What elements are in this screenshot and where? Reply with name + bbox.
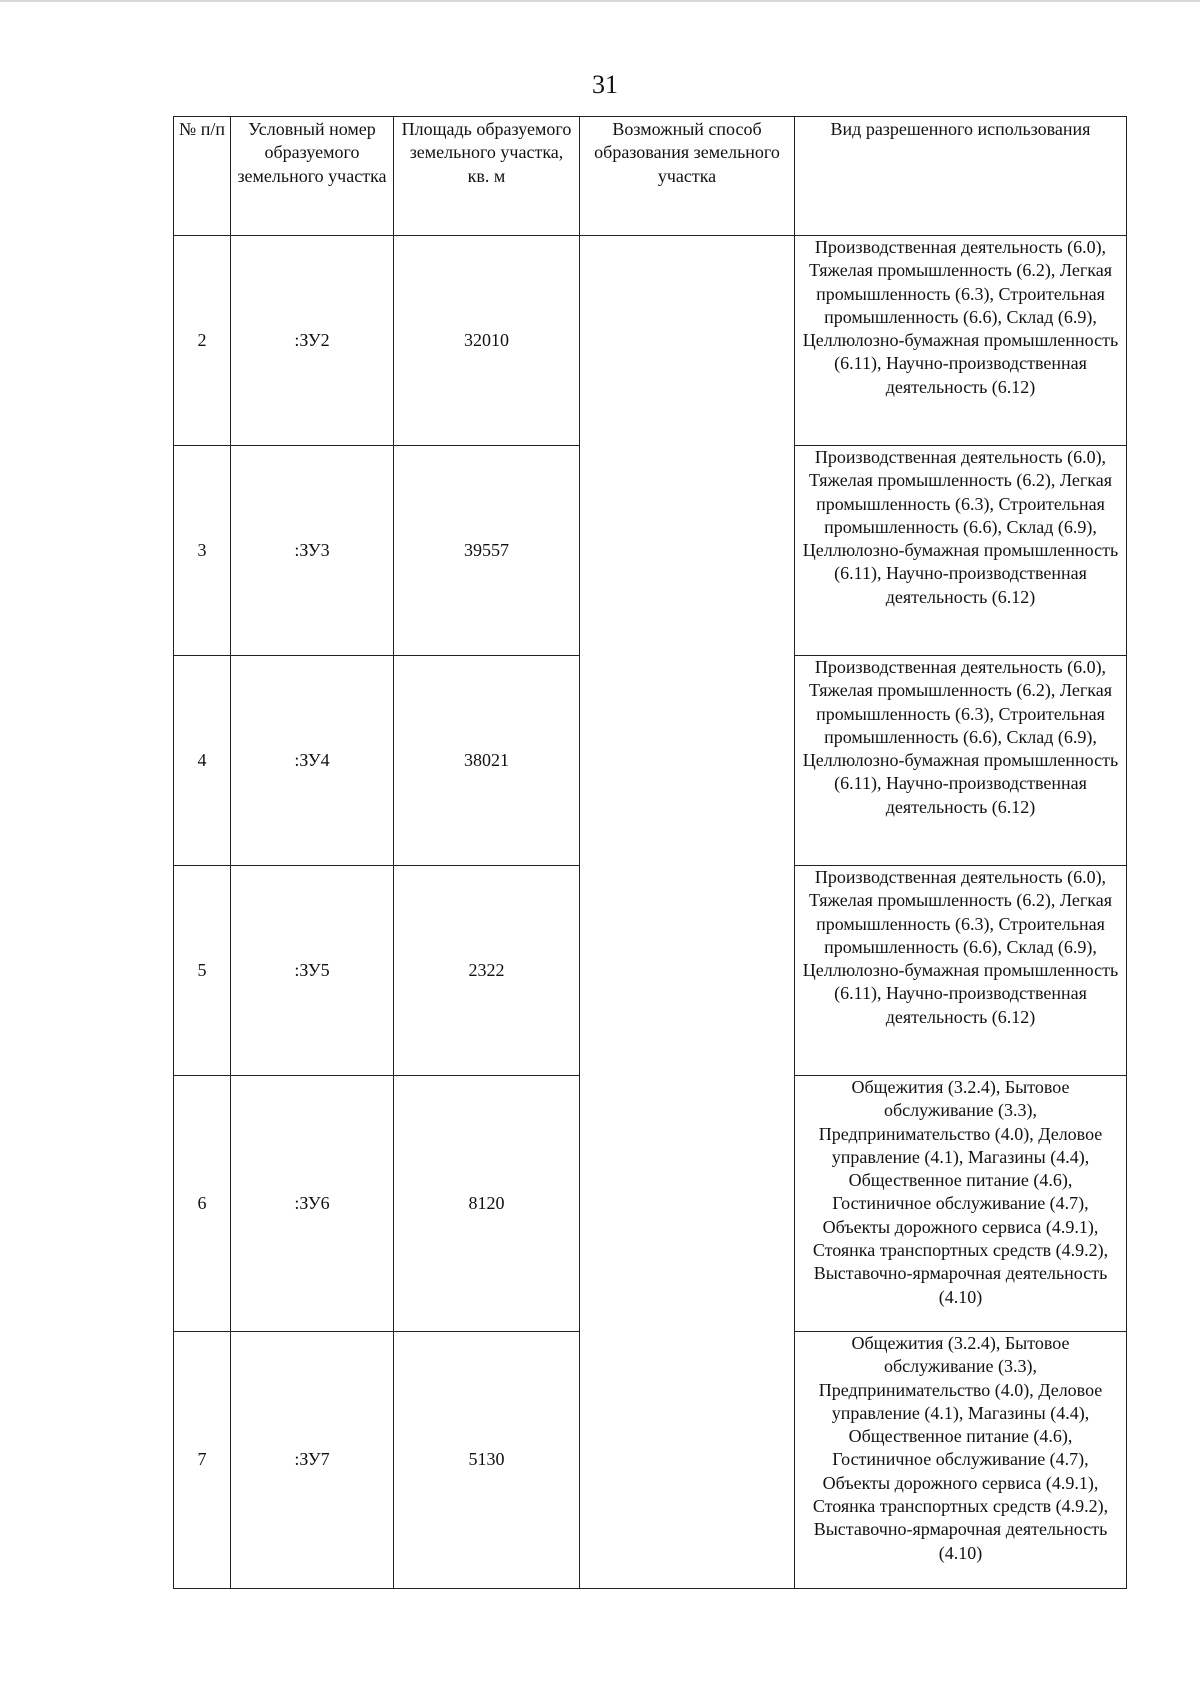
header-parcel: Условный номер образуемого земельного участка: [231, 117, 394, 236]
cell-parcel: :ЗУ5: [231, 866, 394, 1076]
cell-method-merged: [580, 236, 795, 1589]
cell-area: 5130: [394, 1332, 580, 1589]
cell-area: 38021: [394, 656, 580, 866]
header-method: Возможный способ образования земельного участка: [580, 117, 795, 236]
cell-use: Производственная деятельность (6.0), Тяжелая промышленность (6.2), Легкая промышленность (6.3), Строительная промышленность (6.6), Склад (6.9), Целлюлозно-бумажная промышленность (6.11), Научно-производственная деятельность (6.12): [795, 656, 1127, 866]
cell-area: 32010: [394, 236, 580, 446]
cell-parcel: :ЗУ2: [231, 236, 394, 446]
cell-use: Производственная деятельность (6.0), Тяжелая промышленность (6.2), Легкая промышленность (6.3), Строительная промышленность (6.6), Склад (6.9), Целлюлозно-бумажная промышленность (6.11), Научно-производственная деятельность (6.12): [795, 446, 1127, 656]
cell-num: 2: [174, 236, 231, 446]
cell-area: 8120: [394, 1076, 580, 1332]
header-num: № п/п: [174, 117, 231, 236]
cell-num: 6: [174, 1076, 231, 1332]
scan-edge-line: [0, 0, 1200, 2]
cell-parcel: :ЗУ3: [231, 446, 394, 656]
cell-parcel: :ЗУ6: [231, 1076, 394, 1332]
cell-parcel: :ЗУ4: [231, 656, 394, 866]
cell-area: 39557: [394, 446, 580, 656]
header-use: Вид разрешенного использования: [795, 117, 1127, 236]
cell-use: Производственная деятельность (6.0), Тяжелая промышленность (6.2), Легкая промышленность (6.3), Строительная промышленность (6.6), Склад (6.9), Целлюлозно-бумажная промышленность (6.11), Научно-производственная деятельность (6.12): [795, 866, 1127, 1076]
cell-parcel: :ЗУ7: [231, 1332, 394, 1589]
table-row: [174, 236, 1127, 446]
parcels-table: [173, 116, 1127, 1589]
table-header-row: [174, 117, 1127, 236]
cell-area: 2322: [394, 866, 580, 1076]
cell-num: 3: [174, 446, 231, 656]
header-area: Площадь образуемого земельного участка, кв. м: [394, 117, 580, 236]
cell-use: Общежития (3.2.4), Бытовое обслуживание (3.3), Предпринимательство (4.0), Деловое управление (4.1), Магазины (4.4), Общественное питание (4.6), Гостиничное обслуживание (4.7), Объекты дорожного сервиса (4.9.1), Стоянка транспортных средств (4.9.2), Выставочно-ярмарочная деятельность (4.10): [795, 1332, 1127, 1589]
cell-num: 7: [174, 1332, 231, 1589]
page-number: 31: [592, 70, 618, 99]
cell-num: 5: [174, 866, 231, 1076]
cell-use: Производственная деятельность (6.0), Тяжелая промышленность (6.2), Легкая промышленность (6.3), Строительная промышленность (6.6), Склад (6.9), Целлюлозно-бумажная промышленность (6.11), Научно-производственная деятельность (6.12): [795, 236, 1127, 446]
cell-use: Общежития (3.2.4), Бытовое обслуживание (3.3), Предпринимательство (4.0), Деловое управление (4.1), Магазины (4.4), Общественное питание (4.6), Гостиничное обслуживание (4.7), Объекты дорожного сервиса (4.9.1), Стоянка транспортных средств (4.9.2), Выставочно-ярмарочная деятельность (4.10): [795, 1076, 1127, 1332]
cell-num: 4: [174, 656, 231, 866]
